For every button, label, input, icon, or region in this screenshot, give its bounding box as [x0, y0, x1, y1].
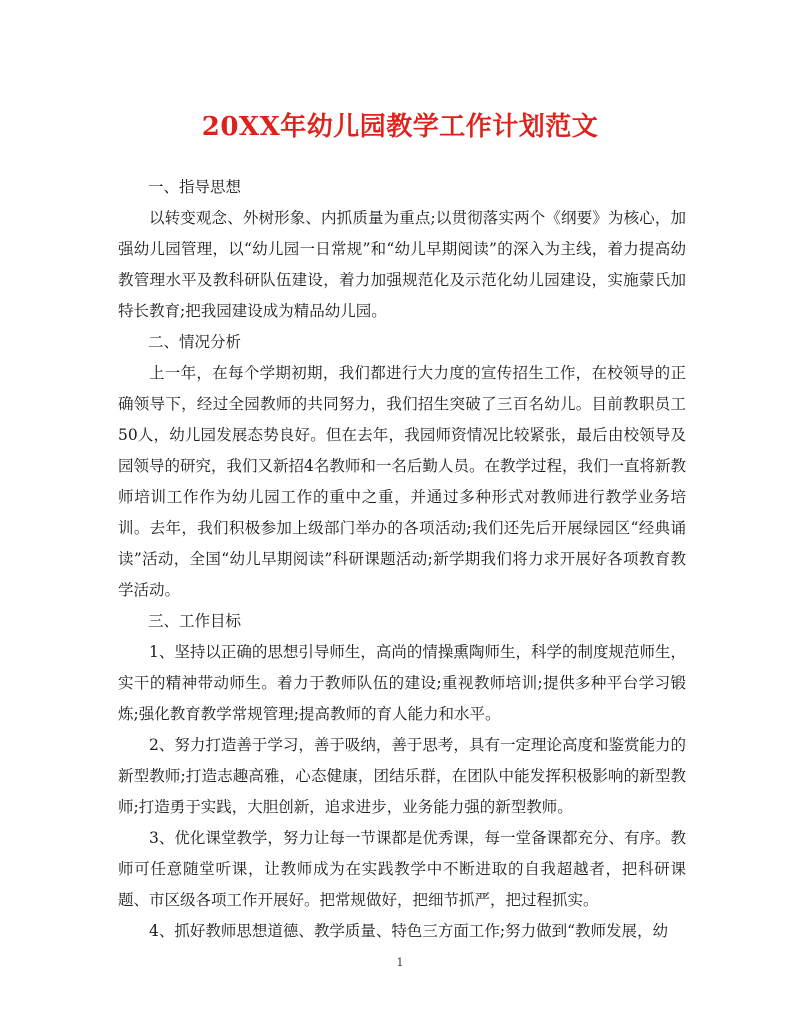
section-heading-guiding-ideology: 一、指导思想	[148, 178, 242, 196]
paragraph-goal-1: 1、坚持以正确的思想引导师生，高尚的情操熏陶师生，科学的制度规范师生，实干的精神带动师生。着力于教师队伍的建设;重视教师培训;提供多种平台学习锻炼;强化教育教学常规管理;提高教师的育人能力和水平。	[118, 643, 686, 723]
paragraph-goal-4: 4、抓好教师思想道德、教学质量、特色三方面工作;努力做到“教师发展，幼	[149, 922, 669, 940]
document-title: 20XX年幼儿园教学工作计划范文	[201, 112, 599, 142]
section-heading-situation-analysis: 二、情况分析	[148, 333, 242, 351]
document-body	[118, 172, 686, 947]
paragraph-goal-2: 2、努力打造善于学习，善于吸纳，善于思考，具有一定理论高度和鉴赏能力的新型教师;打造志趣高雅，心态健康，团结乐群，在团队中能发挥积极影响的新型教师;打造勇于实践，大胆创新，追求进步，业务能力强的新型教师。	[118, 736, 686, 816]
page-number: 1	[396, 956, 404, 969]
paragraph-guiding-ideology: 以转变观念、外树形象、内抓质量为重点;以贯彻落实两个《纲要》为核心，加强幼儿园管理，以“幼儿园一日常规”和“幼儿早期阅读”的深入为主线，着力提高幼教管理水平及教科研队伍建设，着力加强规范化及示范化幼儿园建设，实施蒙氏加特长教育;把我园建设成为精品幼儿园。	[118, 209, 686, 320]
paragraph-situation-analysis: 上一年，在每个学期初期，我们都进行大力度的宣传招生工作，在校领导的正确领导下，经过全园教师的共同努力，我们招生突破了三百名幼儿。目前教职员工50人，幼儿园发展态势良好。但在去年，我园师资情况比较紧张，最后由校领导及园领导的研究，我们又新招4名教师和一名后勤人员。在教学过程，我们一直将新教师培训工作作为幼儿园工作的重中之重，并通过多种形式对教师进行教学业务培训。去年，我们积极参加上级部门举办的各项活动;我们还先后开展绿园区“经典诵读”活动，全国“幼儿早期阅读”科研课题活动;新学期我们将力求开展好各项教育教学活动。	[118, 364, 686, 599]
section-heading-work-goals: 三、工作目标	[148, 612, 242, 630]
paragraph-goal-3: 3、优化课堂教学，努力让每一节课都是优秀课，每一堂备课都充分、有序。教师可任意随堂听课，让教师成为在实践教学中不断进取的自我超越者，把科研课题、市区级各项工作开展好。把常规做好，把细节抓严，把过程抓实。	[118, 829, 686, 909]
